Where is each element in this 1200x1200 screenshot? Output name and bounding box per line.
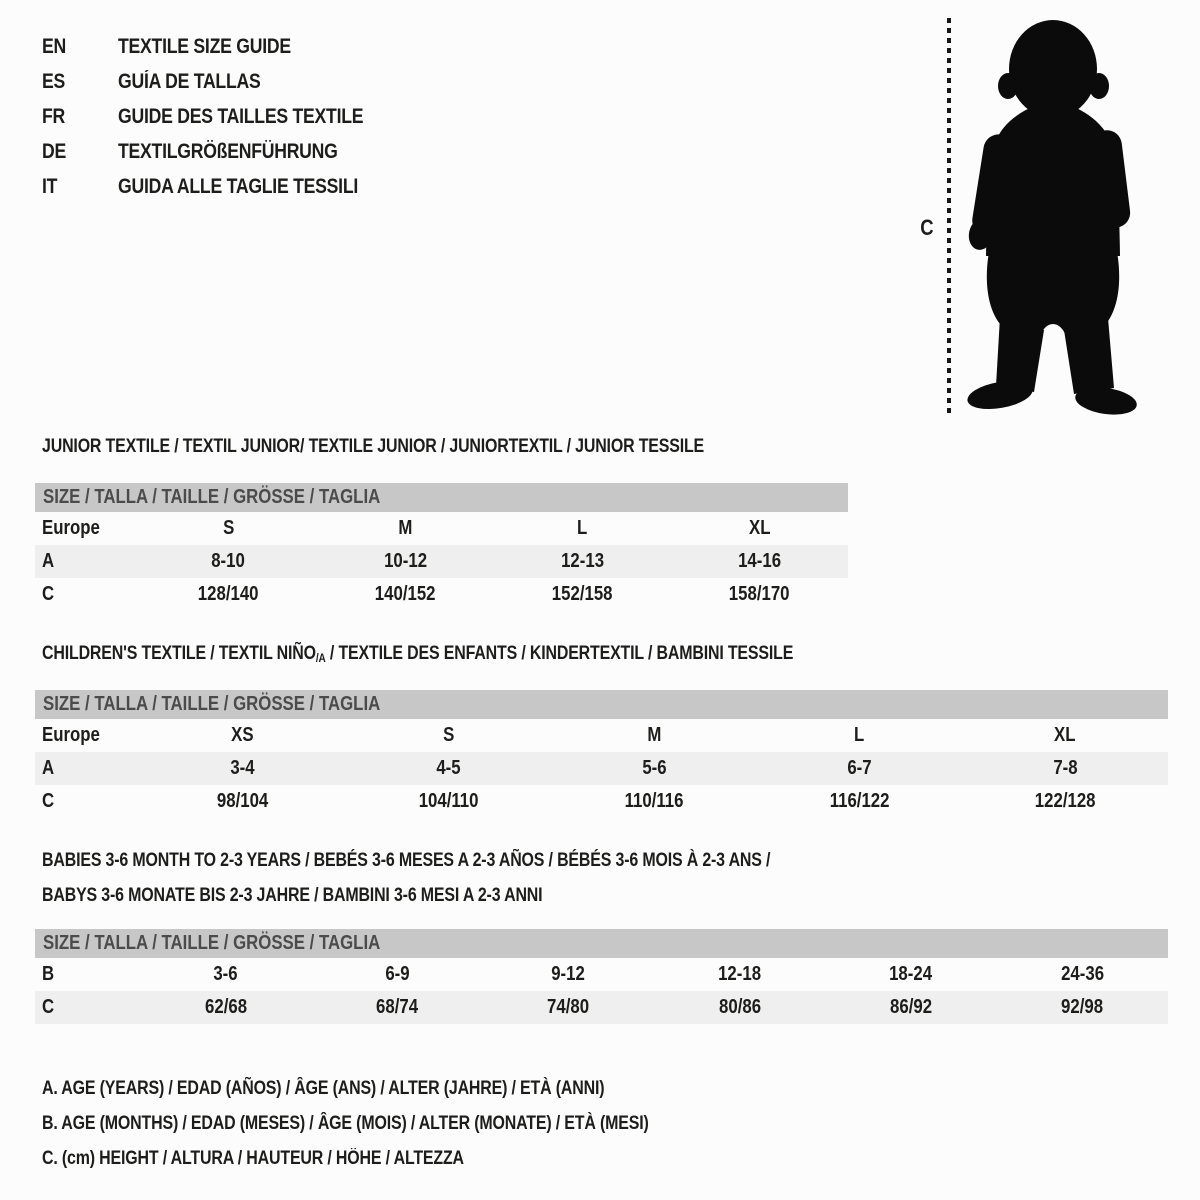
table-row-height (35, 991, 1168, 1024)
row-label: Europe (42, 724, 100, 746)
size-value-cell: L (577, 517, 588, 539)
size-value-cell: 12-13 (561, 550, 604, 572)
size-value-cell: S (442, 724, 454, 746)
lang-title: GUIDA ALLE TAGLIE TESSILI (118, 174, 359, 198)
size-value-cell: 10-12 (384, 550, 427, 572)
row-label: C (42, 583, 55, 605)
row-label: A (42, 757, 55, 779)
size-value-cell: M (646, 724, 661, 746)
size-table-header-bar: SIZE / TALLA / TAILLE / GRÖSSE / TAGLIA (35, 690, 1168, 719)
size-value-cell: 3-6 (213, 963, 238, 985)
lang-title: TEXTILGRÖßENFÜHRUNG (118, 139, 338, 163)
row-label: B (42, 963, 55, 985)
size-value-cell: 6-9 (384, 963, 410, 985)
size-value-cell: 5-6 (641, 757, 667, 779)
size-value-cell: XS (231, 724, 255, 746)
size-value-cell: XL (748, 517, 771, 539)
size-value-cell: 24-36 (1060, 963, 1104, 985)
size-value-cell: 104/110 (418, 790, 479, 812)
size-table-header-bar: SIZE / TALLA / TAILLE / GRÖSSE / TAGLIA (35, 929, 1168, 958)
size-value-cell: L (854, 724, 865, 746)
table-row-age (35, 545, 848, 578)
table-row-months (35, 958, 1168, 991)
lang-row-fr (42, 99, 410, 134)
measurement-legend (42, 1071, 764, 1176)
legend-line-a: A. AGE (YEARS) / EDAD (AÑOS) / ÂGE (ANS) / ALTER (JAHRE) / ETÀ (ANNI) (42, 1077, 605, 1099)
size-table-header-bar: SIZE / TALLA / TAILLE / GRÖSSE / TAGLIA (35, 483, 848, 512)
babies-section-title-line2: BABYS 3-6 MONATE BIS 2-3 JAHRE / BAMBINI 3-6 MESI A 2-3 ANNI (42, 885, 543, 906)
size-value-cell: 140/152 (375, 583, 436, 605)
size-value-cell: 7-8 (1053, 757, 1078, 779)
toddler-silhouette-icon (956, 14, 1146, 422)
size-value-cell: 152/158 (552, 583, 613, 605)
size-value-cell: 122/128 (1034, 790, 1096, 812)
size-value-cell: 6-7 (847, 757, 872, 779)
row-label: A (42, 550, 55, 572)
children-size-table (35, 690, 1168, 818)
size-value-cell: 18-24 (889, 963, 933, 985)
size-value-cell: XL (1054, 724, 1076, 746)
row-label: C (42, 996, 55, 1018)
size-value-cell: 12-18 (718, 963, 762, 985)
lang-code: FR (42, 104, 66, 128)
height-measure-label: C (920, 215, 934, 240)
size-value-cell: 8-10 (211, 550, 246, 572)
babies-size-table (35, 929, 1168, 1024)
size-value-cell: 116/122 (829, 790, 890, 812)
children-section-title: CHILDREN'S TEXTILE / TEXTIL NIÑO/A / TEXTILE DES ENFANTS / KINDERTEXTIL / BAMBINI TESSILE (42, 643, 794, 665)
legend-line-b: B. AGE (MONTHS) / EDAD (MESES) / ÂGE (MOIS) / ALTER (MONATE) / ETÀ (MESI) (42, 1112, 649, 1134)
size-value-cell: 9-12 (551, 963, 586, 985)
junior-section-title: JUNIOR TEXTILE / TEXTIL JUNIOR/ TEXTILE JUNIOR / JUNIORTEXTIL / JUNIOR TESSILE (42, 436, 705, 457)
size-value-cell: M (398, 517, 413, 539)
legend-line-c: C. (cm) HEIGHT / ALTURA / HAUTEUR / HÖHE / ALTEZZA (42, 1147, 464, 1169)
lang-title: GUÍA DE TALLAS (118, 69, 261, 93)
table-row-height (35, 785, 1168, 818)
height-measure-dashed-line (947, 18, 951, 416)
size-value-cell: 128/140 (198, 583, 259, 605)
size-value-cell: S (222, 517, 235, 539)
size-value-cell: 68/74 (375, 996, 419, 1018)
size-value-cell: 4-5 (436, 757, 461, 779)
lang-row-de (42, 134, 410, 169)
lang-row-it (42, 169, 410, 204)
lang-code: EN (42, 34, 67, 58)
lang-code: IT (42, 174, 58, 198)
lang-code: DE (42, 139, 67, 163)
size-value-cell: 110/116 (624, 790, 684, 812)
row-label: C (42, 790, 55, 812)
lang-title: TEXTILE SIZE GUIDE (118, 34, 291, 58)
size-value-cell: 92/98 (1061, 996, 1104, 1018)
lang-row-en (42, 29, 410, 64)
size-value-cell: 62/68 (204, 996, 247, 1018)
size-value-cell: 86/92 (889, 996, 933, 1018)
babies-section-title-line1: BABIES 3-6 MONTH TO 2-3 YEARS / BEBÉS 3-6 MESES A 2-3 AÑOS / BÉBÉS 3-6 MOIS À 2-3 ANS / (42, 850, 771, 871)
size-value-cell: 3-4 (230, 757, 255, 779)
table-row-height (35, 578, 848, 611)
lang-code: ES (42, 69, 66, 93)
nino-a-subscript: /A (315, 651, 326, 665)
size-value-cell: 98/104 (217, 790, 269, 812)
table-row-europe (35, 719, 1168, 752)
row-label: Europe (42, 517, 100, 539)
size-value-cell: 80/86 (718, 996, 761, 1018)
lang-title: GUIDE DES TAILLES TEXTILE (118, 104, 364, 128)
junior-size-table (35, 483, 848, 611)
table-row-europe (35, 512, 848, 545)
size-value-cell: 158/170 (729, 583, 790, 605)
size-value-cell: 14-16 (738, 550, 781, 572)
lang-row-es (42, 64, 410, 99)
language-header (42, 29, 410, 204)
table-row-age (35, 752, 1168, 785)
size-value-cell: 74/80 (547, 996, 590, 1018)
